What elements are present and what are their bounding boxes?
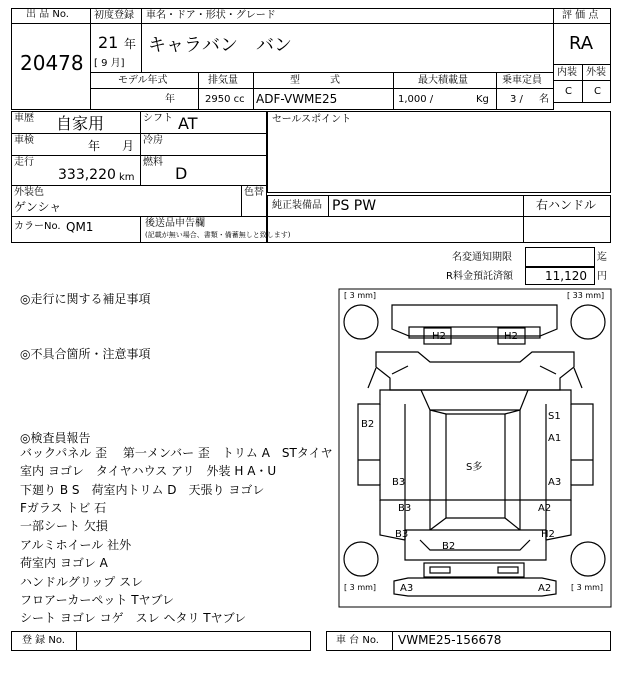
wheel-rear-right — [571, 542, 605, 576]
recycle-fee-label: R料金預託済額 — [446, 271, 513, 282]
documents-note: (記載が無い場合、書類・備蓄無しと致します) — [145, 231, 291, 239]
score-value: RA — [569, 33, 594, 54]
mark-s1: S1 — [548, 411, 561, 422]
model-year-unit: 年 — [165, 94, 175, 105]
selling-points-label: セールスポイント — [272, 114, 352, 125]
tire-front-left-depth: [ 3 mm] — [344, 291, 377, 300]
inspector-note: 一部シート 欠損 — [20, 519, 108, 533]
mark-b2-bottom: B2 — [442, 541, 456, 552]
tire-rear-right-depth: [ 3 mm] — [571, 583, 604, 592]
history-value: 自家用 — [56, 114, 105, 133]
interior-grade: C — [565, 86, 572, 97]
color-no-label: カラーNo. — [14, 221, 61, 232]
defects-notes-title: ◎不具合箇所・注意事項 — [20, 347, 151, 361]
recycle-fee-value: 11,120 — [545, 269, 587, 283]
inspector-note: バックパネル 歪 第一メンバー 歪 トリム A STタイヤ — [20, 446, 333, 460]
history-label: 車歴 — [14, 113, 34, 124]
mark-a1: A1 — [548, 433, 562, 444]
mileage-unit: km — [119, 172, 135, 183]
capacity-unit: 名 — [539, 94, 549, 105]
tire-front-right-depth: [ 33 mm] — [567, 291, 605, 300]
equipment-label: 純正装備品 — [272, 200, 322, 211]
recycle-fee-unit: 円 — [597, 271, 607, 282]
first-registration-year: 21 — [98, 33, 119, 52]
color-change-label: 色替 — [244, 187, 264, 198]
displacement-value: 2950 cc — [205, 94, 245, 105]
capacity-value: 3 / — [510, 94, 523, 105]
inspection-label: 車検 — [14, 135, 34, 146]
wheel-front-left — [344, 305, 378, 339]
first-registration-month: [ 9 月] — [94, 58, 125, 69]
model-code-label: 型 式 — [290, 75, 340, 86]
wheel-rear-left — [344, 542, 378, 576]
mark-h2-lower: H2 — [541, 529, 555, 540]
registration-number-label: 登 録 No. — [22, 635, 65, 646]
inspector-note: シート ヨゴレ コゲ スレ ヘタリ Tヤブレ — [20, 611, 247, 625]
car-name-label: 車名・ドア・形状・グレード — [146, 10, 276, 21]
mark-a2-right: A2 — [538, 503, 552, 514]
mark-h2-right: H2 — [504, 331, 518, 342]
equipment-value: PS PW — [332, 198, 377, 214]
inspection-year-unit: 年 — [88, 139, 101, 153]
inspector-report-title: ◎検査員報告 — [20, 431, 91, 445]
model-code: ADF-VWME25 — [256, 92, 338, 106]
driving-notes-title: ◎走行に関する補足事項 — [20, 292, 151, 306]
fuel-label: 燃料 — [143, 157, 163, 168]
mark-b3-a: B3 — [392, 477, 406, 488]
transfer-deadline-label: 名変通知期限 — [452, 252, 512, 263]
transfer-deadline-unit: 迄 — [597, 252, 607, 263]
mark-b3-b: B3 — [398, 503, 412, 514]
inspector-note: アルミホイール 社外 — [20, 538, 132, 552]
vehicle-damage-diagram — [338, 288, 612, 608]
shift-value: AT — [178, 114, 198, 133]
ac-label: 冷房 — [143, 135, 163, 146]
mark-b3-c: B3 — [395, 529, 409, 540]
interior-label: 内装 — [557, 67, 577, 78]
color-no-value: QM1 — [66, 220, 94, 234]
inspector-note: 下廻り B S 荷室内トリム D 天張り ヨゴレ — [20, 483, 265, 497]
lot-no-label: 出 品 No. — [26, 9, 69, 20]
inspection-month-unit: 月 — [122, 139, 135, 153]
mileage-label: 走行 — [14, 157, 34, 168]
max-load-label: 最大積載量 — [418, 75, 468, 86]
inspector-note: 荷室内 ヨゴレ A — [20, 556, 108, 570]
mark-a3-rear: A3 — [400, 583, 414, 594]
exterior-color-label: 外装色 — [14, 187, 44, 198]
model-year-label: モデル年式 — [118, 75, 168, 86]
front-bumper — [392, 305, 557, 336]
first-registration-label: 初度登録 — [94, 10, 134, 21]
documents-label: 後送品申告欄 — [145, 218, 205, 229]
car-name: キャラバン バン — [148, 35, 292, 56]
displacement-label: 排気量 — [208, 75, 238, 86]
mileage-value: 333,220 — [58, 167, 116, 183]
mark-h2-left: H2 — [432, 331, 446, 342]
exterior-color-value: ゲンシャ — [14, 200, 62, 214]
inspector-note: 室内 ヨゴレ タイヤハウス アリ 外装 H A・U — [20, 464, 277, 478]
chassis-number-label: 車 台 No. — [336, 635, 379, 646]
rear-bumper-upper — [424, 563, 524, 577]
tire-rear-left-depth: [ 3 mm] — [344, 583, 377, 592]
rear-bumper — [394, 578, 556, 596]
steering-value: 右ハンドル — [536, 198, 597, 212]
max-load-value: 1,000 / — [398, 94, 434, 105]
exterior-grade: C — [594, 86, 601, 97]
transfer-deadline-field — [525, 247, 595, 267]
fuel-value: D — [175, 164, 188, 183]
mark-s-many: S多 — [466, 462, 483, 473]
mark-a3-right: A3 — [548, 477, 562, 488]
inspector-note: ハンドルグリップ スレ — [20, 575, 144, 589]
year-unit: 年 — [124, 37, 137, 51]
mark-a2-rear: A2 — [538, 583, 552, 594]
mark-b2-left: B2 — [361, 419, 375, 430]
chassis-number-value: VWME25-156678 — [398, 633, 502, 647]
inspector-note: フロアーカーペット Tヤブレ — [20, 593, 175, 607]
inspector-note: Fガラス トビ 石 — [20, 501, 107, 515]
wheel-front-right — [571, 305, 605, 339]
score-label: 評 価 点 — [562, 10, 599, 21]
max-load-unit: Kg — [476, 94, 489, 105]
capacity-label: 乗車定員 — [502, 75, 542, 86]
exterior-label: 外装 — [586, 67, 606, 78]
shift-label: シフト — [143, 113, 173, 124]
lot-number: 20478 — [20, 51, 84, 75]
